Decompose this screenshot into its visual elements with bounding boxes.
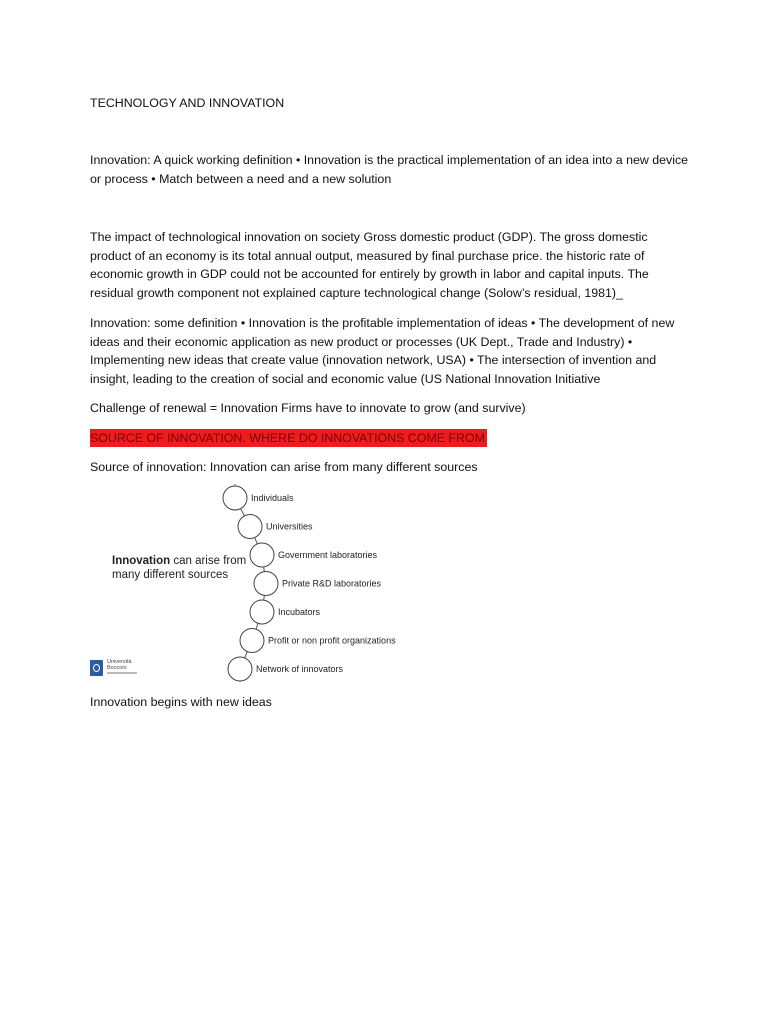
highlighted-heading xyxy=(90,429,487,447)
logo-mark-icon xyxy=(90,660,103,676)
paragraph-source-intro: Source of innovation: Innovation can arise from many different sources xyxy=(90,460,478,474)
logo-text-line-1: Università xyxy=(107,659,132,665)
source-label: Individuals xyxy=(251,493,294,503)
innovation-sources-figure xyxy=(90,484,405,682)
source-label: Network of innovators xyxy=(256,664,344,674)
figure-caption-rest: can arise from many different sources xyxy=(112,555,247,581)
paragraph-some-definitions: Innovation: some definition • Innovation is the profitable implementation of ideas • The development of new ideas and their economic application as new product or processes (UK Dept., Trade and Industry) • Implementing new ideas that create value (innovation network, USA) • The intersection of invention and insight, leading to the creation of social and economic value (US National Innovation Initiative xyxy=(90,316,675,386)
source-circle-icon xyxy=(223,486,247,510)
source-label: Universities xyxy=(266,521,313,532)
source-label: Incubators xyxy=(278,607,321,617)
logo-subline xyxy=(107,672,137,674)
source-label: Private R&D laboratories xyxy=(282,578,382,589)
sources-diagram xyxy=(90,484,405,682)
source-circle-icon xyxy=(254,572,278,596)
paragraph-challenge-renewal: Challenge of renewal = Innovation Firms have to innovate to grow (and survive) xyxy=(90,401,526,415)
source-label: Government laboratories xyxy=(278,550,378,560)
university-logo xyxy=(90,658,150,680)
paragraph-closing: Innovation begins with new ideas xyxy=(90,695,272,709)
highlighted-heading-text: SOURCE OF INNOVATION. WHERE DO INNOVATIONS COME FROM xyxy=(90,431,485,445)
source-circle-icon xyxy=(250,600,274,624)
source-circle-icon xyxy=(250,543,274,567)
source-circle-icon xyxy=(238,515,262,539)
source-circle-icon xyxy=(228,657,252,681)
logo-text xyxy=(107,659,131,671)
logo-text-line-2: Bocconi xyxy=(107,665,127,671)
paragraph-gdp-impact: The impact of technological innovation on society Gross domestic product (GDP). The gross domestic product of an economy is its total annual output, measured by final purchase price. the historic rate of economic growth in GDP could not be accounted for entirely by growth in labor and capital inputs. The residual growth component not explained capture technological change (Solow’s residual, 1981)_ xyxy=(90,230,649,300)
paragraph-definition: Innovation: A quick working definition • Innovation is the practical implementation of an idea into a new device or process • Match between a need and a new solution xyxy=(90,153,689,186)
document-title: TECHNOLOGY AND INNOVATION xyxy=(90,96,285,110)
figure-caption-bold: Innovation xyxy=(112,555,171,567)
source-label: Profit or non profit organizations xyxy=(268,635,396,646)
source-circle-icon xyxy=(240,629,264,653)
